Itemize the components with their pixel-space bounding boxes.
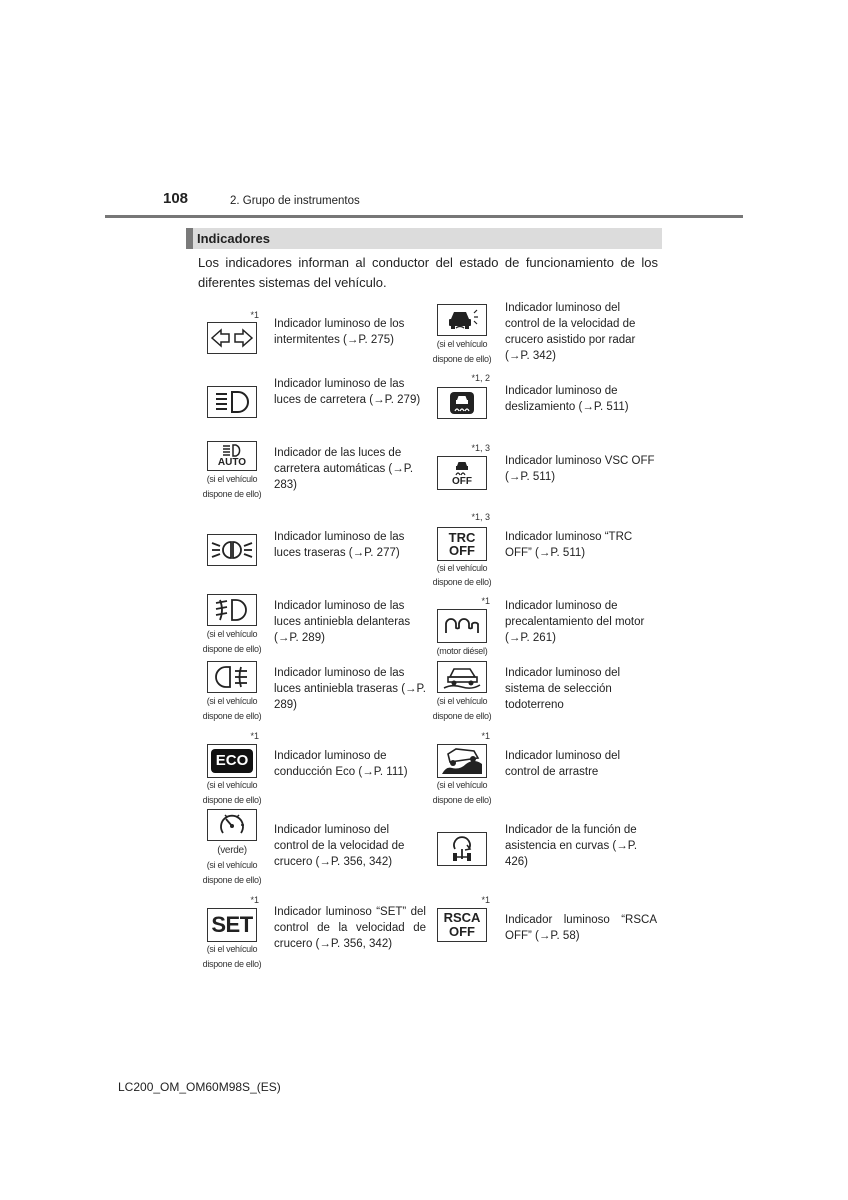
- availability-note: (si el vehículo: [206, 696, 258, 706]
- availability-note: (si el vehículo: [436, 563, 488, 573]
- indicator-description: Indicador luminoso de las luces antiniebla traseras (→P. 289): [274, 667, 426, 711]
- indicator-description: Indicador de las luces de carretera automáticas (→P. 283): [274, 447, 414, 491]
- availability-note: dispone de ello): [432, 577, 492, 587]
- availability-note: (si el vehículo: [206, 629, 258, 639]
- availability-note: dispone de ello): [432, 711, 492, 721]
- availability-note: dispone de ello): [202, 959, 262, 969]
- eco-label: ECO: [211, 749, 254, 773]
- indicator-description: Indicador luminoso “RSCA OFF” (→P. 58): [505, 914, 657, 942]
- footnote-marker: *1: [250, 731, 259, 741]
- heading-marker: [186, 228, 193, 249]
- heading-bar: [186, 228, 662, 249]
- indicator-description: Indicador luminoso de deslizamiento (→P. 511): [505, 385, 629, 413]
- vsc-off-icon: [437, 456, 487, 490]
- indicator-description: Indicador luminoso de las luces traseras (→P. 277): [274, 531, 405, 559]
- rsca-off-icon: [437, 908, 487, 942]
- trc-label: TRC: [448, 530, 476, 545]
- document-code: LC200_OM_OM60M98S_(ES): [118, 1080, 281, 1094]
- page-number: 108: [163, 190, 189, 207]
- availability-note: dispone de ello): [432, 795, 492, 805]
- trc-off-icon: [437, 527, 487, 561]
- turn-assist-icon: [437, 832, 487, 866]
- indicator-description: Indicador luminoso de los intermitentes (→P. 275): [274, 318, 405, 346]
- auto-high-beam-icon: [207, 441, 257, 471]
- glow-plug-icon: [437, 609, 487, 643]
- availability-note: (si el vehículo: [206, 944, 258, 954]
- section-title: 2. Grupo de instrumentos: [230, 195, 360, 207]
- heading-title: Indicadores: [197, 231, 270, 246]
- intro-paragraph: Los indicadores informan al conductor del estado de funcionamiento de los diferentes sistemas del vehículo.: [198, 255, 658, 290]
- high-beam-small-icon: [219, 444, 245, 457]
- availability-note: dispone de ello): [202, 711, 262, 721]
- indicator-description: Indicador luminoso del control de arrastre: [505, 750, 621, 778]
- footnote-marker: *1: [481, 895, 490, 905]
- turn-signal-arrows-icon: [207, 322, 257, 354]
- slip-indicator-icon: [437, 387, 487, 419]
- front-fog-light-icon: [207, 594, 257, 626]
- set-icon: [207, 908, 257, 942]
- footnote-marker: *1: [481, 596, 490, 606]
- rsca-label: RSCA: [443, 910, 481, 925]
- footnote-marker: *1, 3: [471, 512, 490, 522]
- tail-light-icon: [207, 534, 257, 566]
- indicator-description: Indicador de la función de asistencia en curvas (→P. 426): [505, 824, 638, 868]
- indicator-description: Indicador luminoso “SET” del control de la velocidad de crucero (→P. 356, 342): [274, 906, 426, 950]
- availability-note: (si el vehículo: [206, 860, 258, 870]
- availability-note: dispone de ello): [202, 795, 262, 805]
- indicator-description: Indicador luminoso de las luces de carretera (→P. 279): [274, 378, 421, 406]
- auto-label: AUTO: [217, 457, 247, 468]
- indicator-description: Indicador luminoso del control de la velocidad de crucero asistido por radar (→P. 342): [505, 302, 636, 362]
- header-rule: [105, 215, 743, 218]
- footnote-marker: *1, 3: [471, 443, 490, 453]
- radar-cruise-icon: [437, 304, 487, 336]
- rear-fog-light-icon: [207, 661, 257, 693]
- availability-note: (si el vehículo: [436, 780, 488, 790]
- availability-note: (si el vehículo: [436, 696, 488, 706]
- footnote-marker: *1, 2: [471, 373, 490, 383]
- off-label: OFF: [449, 543, 475, 558]
- indicator-description: Indicador luminoso de las luces antiniebla delanteras (→P. 289): [274, 600, 411, 644]
- footnote-marker: *1: [250, 310, 259, 320]
- footnote-marker: *1: [250, 895, 259, 905]
- high-beam-icon: [207, 386, 257, 418]
- engine-note: (motor diésel): [436, 646, 488, 656]
- color-note: (verde): [217, 845, 247, 856]
- availability-note: (si el vehículo: [206, 474, 258, 484]
- indicator-description: Indicador luminoso “TRC OFF” (→P. 511): [505, 531, 633, 559]
- indicator-description: Indicador luminoso de precalentamiento del motor (→P. 261): [505, 600, 645, 644]
- skid-car-icon: [453, 460, 471, 476]
- availability-note: (si el vehículo: [436, 339, 488, 349]
- off-label: OFF: [449, 924, 475, 939]
- indicator-description: Indicador luminoso del control de la velocidad de crucero (→P. 356, 342): [274, 824, 405, 868]
- availability-note: dispone de ello): [202, 489, 262, 499]
- indicator-description: Indicador luminoso del sistema de selección todoterreno: [505, 667, 621, 711]
- availability-note: (si el vehículo: [206, 780, 258, 790]
- availability-note: dispone de ello): [202, 875, 262, 885]
- indicator-description: Indicador luminoso VSC OFF (→P. 511): [505, 455, 655, 483]
- footnote-marker: *1: [481, 731, 490, 741]
- off-label: OFF: [452, 475, 472, 487]
- availability-note: dispone de ello): [432, 354, 492, 364]
- cruise-control-icon: [207, 809, 257, 841]
- crawl-control-icon: [437, 744, 487, 778]
- availability-note: dispone de ello): [202, 644, 262, 654]
- indicator-description: Indicador luminoso de conducción Eco (→P. 111): [274, 750, 408, 778]
- set-label: SET: [211, 912, 253, 937]
- eco-icon: [207, 744, 257, 778]
- terrain-select-icon: [437, 661, 487, 693]
